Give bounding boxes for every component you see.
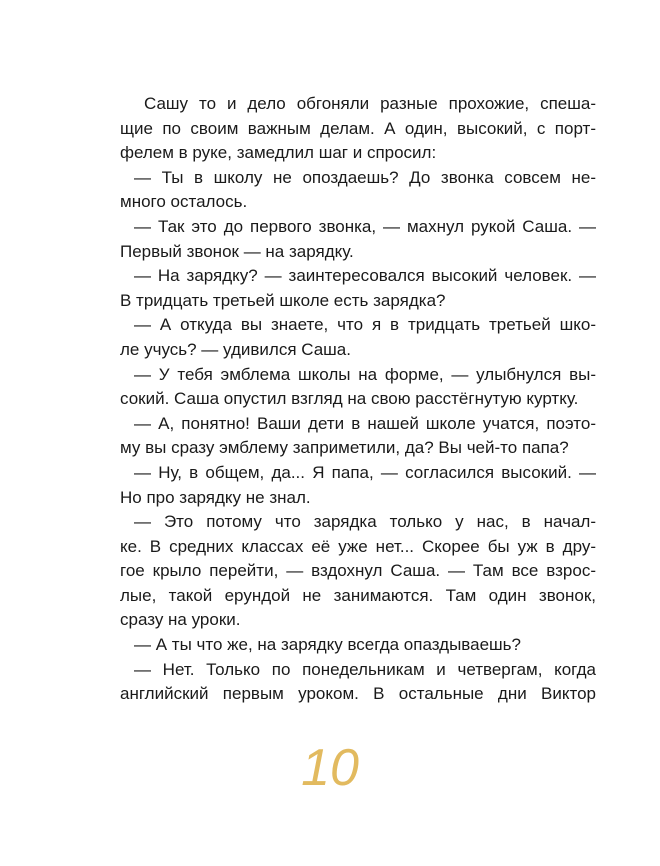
text-line: — Нет. Только по понедельникам и четвергам, когда (134, 659, 596, 679)
text-line: В тридцать третьей школе есть зарядка? (120, 290, 446, 310)
page-number: 10 (301, 739, 359, 797)
text-line: Первый звонок — на зарядку. (120, 241, 354, 261)
text-line: много осталось. (120, 192, 248, 212)
text-line: — Ну, в общем, да... Я папа, — согласился высокий. — (134, 462, 596, 482)
body-text (120, 92, 596, 707)
text-line: ле учусь? — удивился Саша. (120, 339, 351, 359)
text-line: Сашу то и дело обгоняли разные прохожие, спеша- (144, 94, 596, 113)
text-line: фелем в руке, замедлил шаг и спросил: (120, 143, 437, 163)
text-line: щие по своим важным делам. А один, высокий, с порт- (120, 118, 596, 138)
text-line: — На зарядку? — заинтересовался высокий человек. — (134, 266, 596, 286)
text-line: — Так это до первого звонка, — махнул рукой Саша. — (134, 216, 596, 236)
text-line: гое крыло перейти, — вздохнул Саша. — Там все взрос- (120, 561, 596, 581)
text-line: — Ты в школу не опоздаешь? До звонка совсем не- (134, 167, 596, 187)
text-line: — Это потому что зарядка только у нас, в начал- (134, 512, 596, 532)
text-line: сокий. Саша опустил взгляд на свою расстёгнутую куртку. (120, 389, 579, 409)
text-line: лые, такой ерундой не занимаются. Там один звонок, (120, 585, 596, 605)
text-line: — У тебя эмблема школы на форме, — улыбнулся вы- (134, 364, 596, 384)
text-line: — А ты что же, на зарядку всегда опаздываешь? (134, 635, 521, 655)
text-line: му вы сразу эмблему заприметили, да? Вы чей-то папа? (120, 438, 569, 458)
text-line: английский первым уроком. В остальные дни Виктор (120, 684, 596, 704)
text-line: сразу на уроки. (120, 610, 241, 630)
text-line: Но про зарядку не знал. (120, 487, 311, 507)
text-line: — А откуда вы знаете, что я в тридцать третьей шко- (134, 315, 596, 335)
text-line: ке. В средних классах её уже нет... Скорее бы уж в дру- (120, 536, 596, 556)
text-line: — А, понятно! Ваши дети в нашей школе учатся, поэто- (134, 413, 596, 433)
